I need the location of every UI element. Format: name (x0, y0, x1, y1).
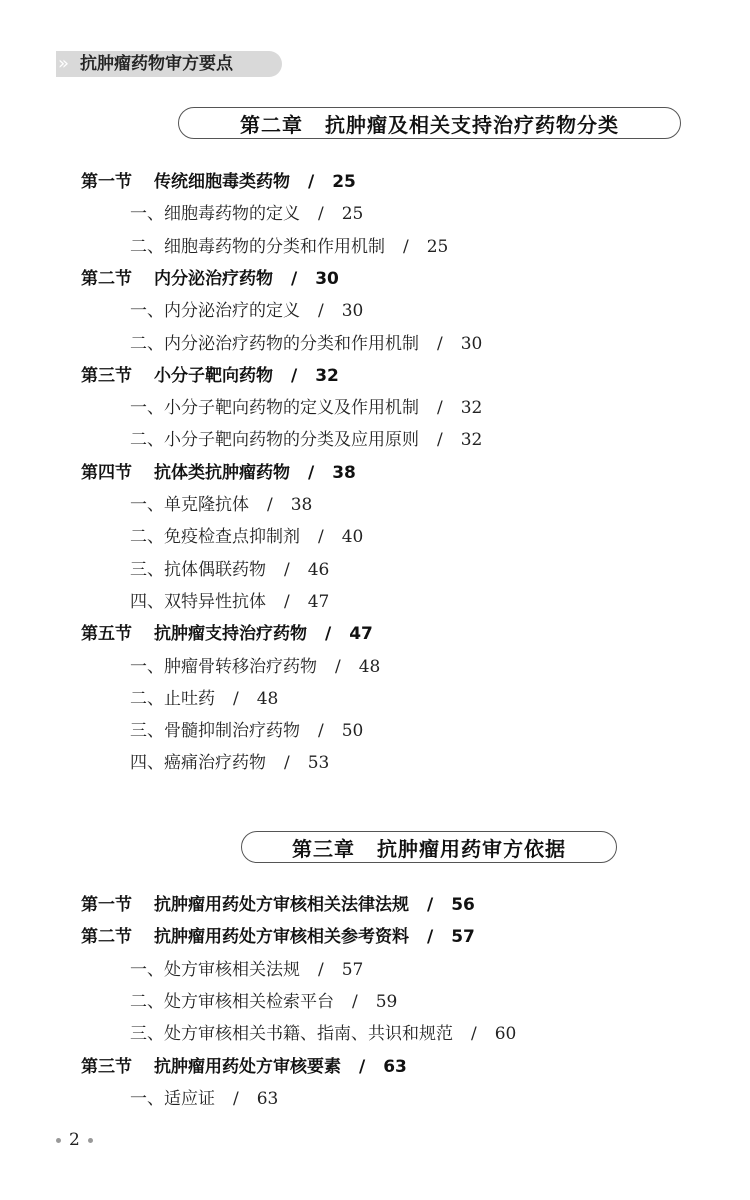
entry-page-number: 53 (307, 753, 330, 774)
toc-item-entry (130, 428, 482, 452)
entry-page-number: 25 (332, 172, 356, 192)
page-separator: / (284, 753, 290, 774)
page-separator: / (335, 656, 341, 677)
section-label: 第一节 (81, 172, 132, 192)
entry-page-number: 47 (349, 624, 373, 645)
section-label: 第三节 (81, 1056, 132, 1077)
page-separator: / (284, 591, 290, 612)
toc-item-entry (130, 1022, 516, 1046)
toc-section-entry (81, 1055, 407, 1079)
section-label: 第五节 (81, 624, 132, 645)
entry-page-number: 30 (341, 301, 364, 322)
section-label: 第二节 (81, 927, 132, 948)
entry-title: 二、细胞毒药物的分类和作用机制 (130, 236, 385, 257)
footer-dot-icon (56, 1138, 61, 1143)
page-number: 2 (69, 1130, 80, 1150)
chapter-2-title: 抗肿瘤及相关支持治疗药物分类 (325, 112, 619, 137)
page-separator: / (325, 624, 332, 645)
chapter-3-heading (241, 831, 617, 863)
page-separator: / (403, 236, 409, 257)
toc-item-entry (130, 202, 363, 226)
entry-page-number: 48 (256, 688, 279, 709)
page-separator: / (437, 430, 443, 451)
toc-item-entry (130, 525, 363, 549)
page-separator: / (437, 398, 443, 419)
toc-item-entry (130, 235, 448, 259)
entry-title: 一、肿瘤骨转移治疗药物 (130, 656, 317, 677)
entry-page-number: 38 (332, 462, 356, 483)
section-label: 第三节 (81, 365, 132, 386)
entry-title: 小分子靶向药物 (154, 365, 273, 386)
entry-title: 一、小分子靶向药物的定义及作用机制 (130, 398, 419, 419)
entry-page-number: 60 (494, 1024, 517, 1045)
toc-item-entry (130, 558, 329, 582)
toc-section-entry (81, 364, 339, 388)
running-header-title: 抗肿瘤药物审方要点 (80, 54, 233, 74)
footer-dot-icon (88, 1138, 93, 1143)
page-separator: / (284, 559, 290, 580)
entry-page-number: 48 (358, 656, 381, 677)
entry-title: 一、适应证 (130, 1088, 215, 1109)
chevron-decoration-icon: » (58, 53, 66, 74)
entry-page-number: 46 (307, 559, 330, 580)
entry-page-number: 59 (375, 991, 398, 1012)
section-label: 第二节 (81, 268, 132, 289)
toc-section-entry (81, 925, 475, 949)
page-separator: / (318, 959, 324, 980)
page-separator: / (318, 527, 324, 548)
entry-title: 二、内分泌治疗药物的分类和作用机制 (130, 333, 419, 354)
entry-title: 一、处方审核相关法规 (130, 959, 300, 980)
entry-title: 一、单克隆抗体 (130, 495, 249, 515)
page-separator: / (471, 1024, 477, 1045)
entry-title: 内分泌治疗药物 (154, 268, 273, 289)
page-separator: / (233, 1088, 239, 1109)
toc-item-entry (130, 299, 363, 323)
chapter-2-number: 第二章 (240, 112, 303, 137)
entry-page-number: 50 (341, 721, 364, 742)
entry-page-number: 56 (451, 895, 475, 915)
entry-title: 一、内分泌治疗的定义 (130, 301, 300, 322)
entry-title: 抗肿瘤用药处方审核相关法律法规 (154, 895, 409, 915)
entry-title: 二、小分子靶向药物的分类及应用原则 (130, 430, 419, 451)
entry-title: 抗体类抗肿瘤药物 (154, 462, 290, 483)
page-separator: / (318, 721, 324, 742)
page-separator: / (318, 204, 324, 225)
page-separator: / (437, 333, 443, 354)
toc-section-entry (81, 622, 373, 646)
entry-title: 二、止吐药 (130, 688, 215, 709)
toc-section-entry (81, 893, 475, 917)
toc-section-entry (81, 170, 356, 194)
toc-item-entry (130, 493, 312, 517)
entry-page-number: 63 (383, 1056, 407, 1077)
entry-page-number: 57 (451, 927, 475, 948)
page-footer (56, 1128, 93, 1152)
toc-item-entry (130, 687, 278, 711)
section-label: 第一节 (81, 895, 132, 915)
entry-title: 三、骨髓抑制治疗药物 (130, 721, 300, 742)
entry-page-number: 30 (460, 333, 483, 354)
page-separator: / (352, 991, 358, 1012)
entry-page-number: 25 (426, 236, 449, 257)
toc-section-entry (81, 267, 339, 291)
toc-item-entry (130, 990, 397, 1014)
toc-item-entry (130, 396, 482, 420)
page-separator: / (291, 268, 298, 289)
entry-title: 抗肿瘤用药处方审核相关参考资料 (154, 927, 409, 948)
entry-title: 抗肿瘤用药处方审核要素 (154, 1056, 341, 1077)
entry-page-number: 38 (290, 495, 313, 515)
entry-page-number: 32 (460, 398, 483, 419)
toc-item-entry (130, 655, 380, 679)
entry-page-number: 32 (315, 365, 339, 386)
toc-section-entry (81, 461, 356, 485)
chapter-2-heading (178, 107, 681, 139)
entry-title: 传统细胞毒类药物 (154, 172, 290, 192)
toc-item-entry (130, 332, 482, 356)
entry-page-number: 40 (341, 527, 364, 548)
entry-title: 二、处方审核相关检索平台 (130, 991, 334, 1012)
entry-title: 三、处方审核相关书籍、指南、共识和规范 (130, 1024, 453, 1045)
page-separator: / (359, 1056, 366, 1077)
page-separator: / (291, 365, 298, 386)
entry-page-number: 57 (341, 959, 364, 980)
toc-item-entry (130, 590, 329, 614)
page-separator: / (427, 895, 434, 915)
entry-page-number: 25 (341, 204, 364, 225)
entry-title: 二、免疫检查点抑制剂 (130, 527, 300, 548)
entry-title: 四、癌痛治疗药物 (130, 753, 266, 774)
toc-item-entry (130, 751, 329, 775)
section-label: 第四节 (81, 462, 132, 483)
page-separator: / (267, 495, 273, 515)
page-separator: / (308, 172, 315, 192)
entry-page-number: 32 (460, 430, 483, 451)
entry-title: 一、细胞毒药物的定义 (130, 204, 300, 225)
page-separator: / (233, 688, 239, 709)
toc-item-entry (130, 958, 363, 982)
page-separator: / (308, 462, 315, 483)
entry-page-number: 47 (307, 591, 330, 612)
entry-page-number: 30 (315, 268, 339, 289)
entry-page-number: 63 (256, 1088, 279, 1109)
entry-title: 四、双特异性抗体 (130, 591, 266, 612)
entry-title: 三、抗体偶联药物 (130, 559, 266, 580)
chapter-3-number: 第三章 (292, 836, 355, 861)
toc-item-entry (130, 719, 363, 743)
page-separator: / (318, 301, 324, 322)
toc-item-entry (130, 1087, 278, 1111)
page-separator: / (427, 927, 434, 948)
chapter-3-title: 抗肿瘤用药审方依据 (377, 836, 566, 861)
entry-title: 抗肿瘤支持治疗药物 (154, 624, 307, 645)
